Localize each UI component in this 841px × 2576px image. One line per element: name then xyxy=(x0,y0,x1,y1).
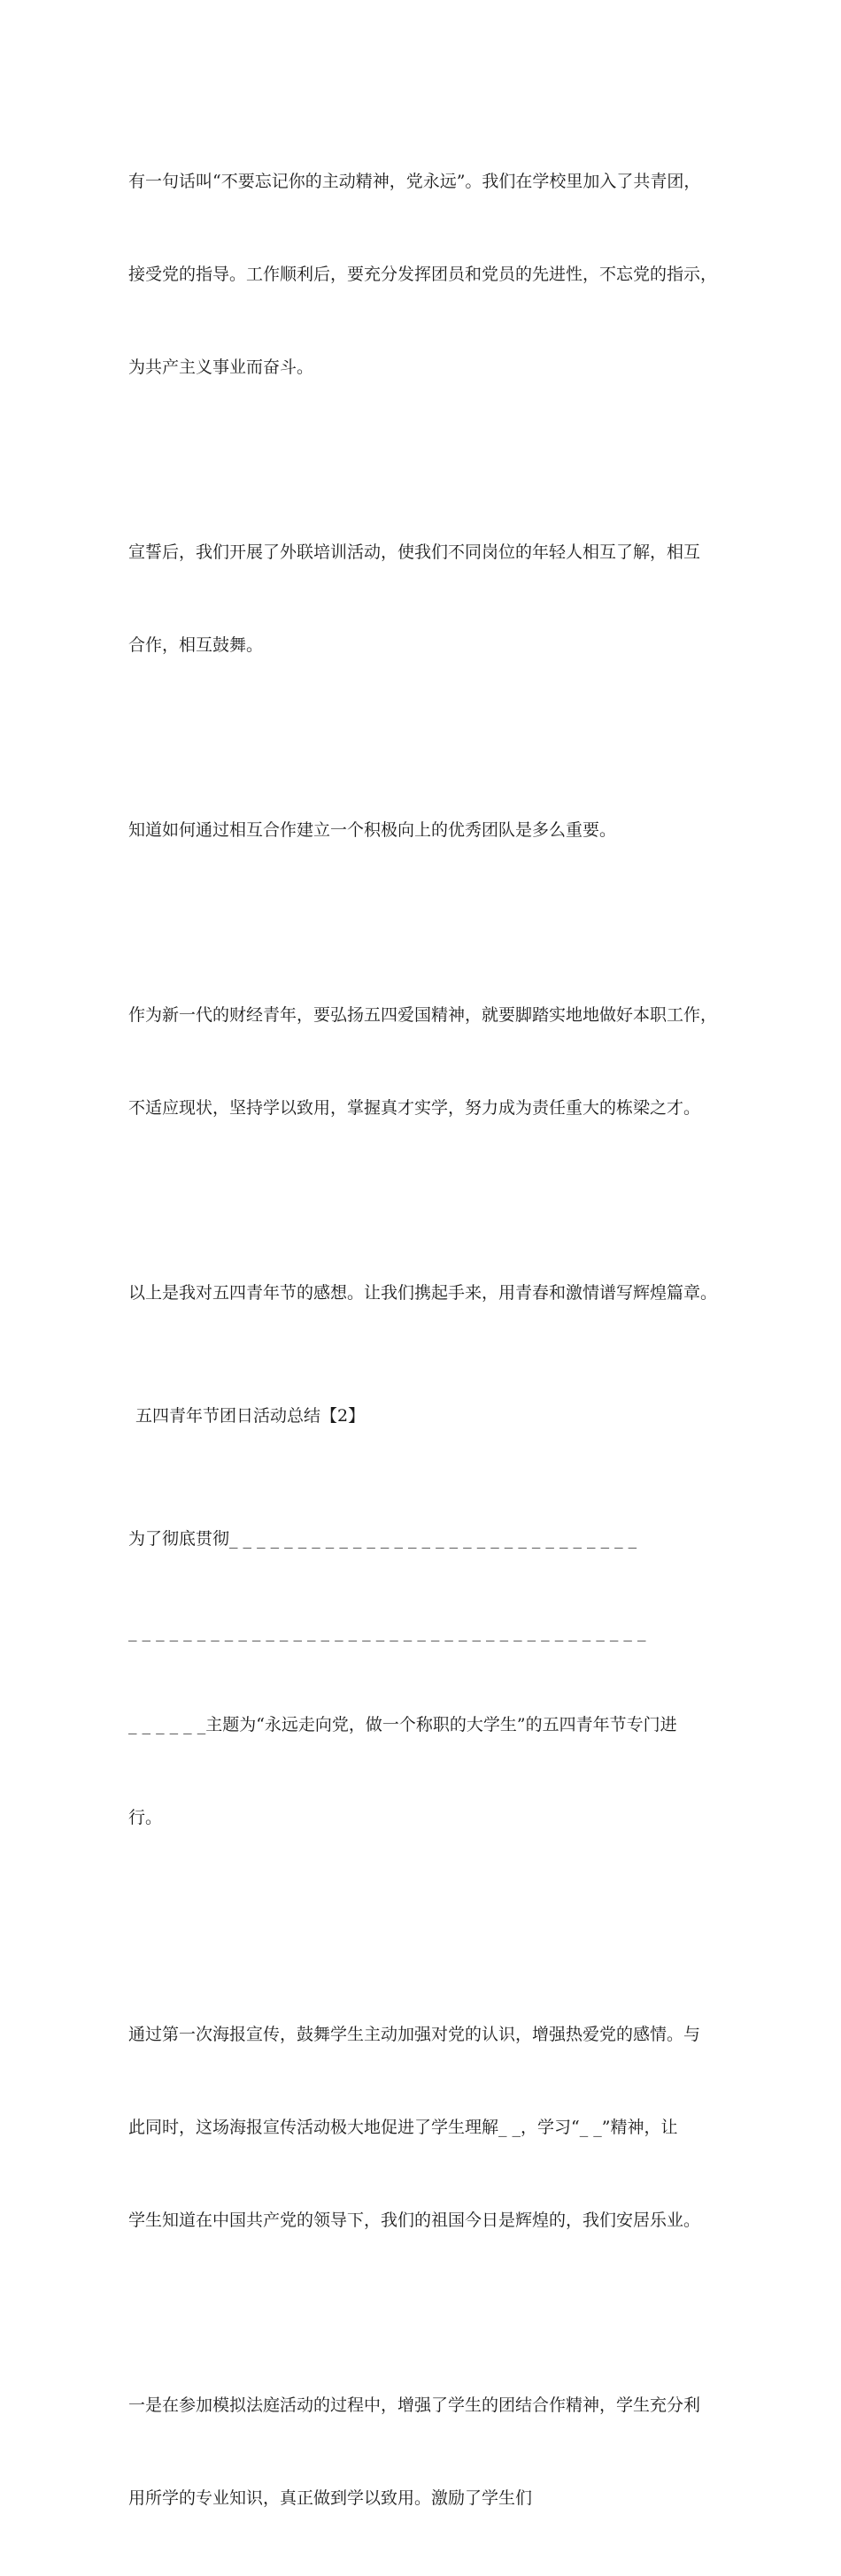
text-line: 作为新一代的财经青年，要弘扬五四爱国精神，就要脚踏实地地做好本职工作， xyxy=(128,1005,718,1025)
paragraph-moot-court xyxy=(128,2328,717,2576)
section-heading: 五四青年节团日活动总结【2】 xyxy=(135,1406,366,1426)
paragraph-youth-duty xyxy=(128,938,717,1186)
text-line: 不适应现状，坚持学以致用，掌握真才实学，努力成为责任重大的栋梁之才。 xyxy=(128,1098,701,1118)
text-line: 宣誓后，我们开展了外联培训活动，使我们不同岗位的年轻人相互了解，相互 xyxy=(128,542,701,562)
text-line: 有一句话叫“不要忘记你的主动精神，党永远”。我们在学校里加入了共青团， xyxy=(128,172,701,191)
paragraph-party-spirit xyxy=(128,104,717,445)
text-line: _ _ _ _ _ _主题为“永远走向党，做一个称职的大学生”的五四青年节专门进 xyxy=(128,1715,677,1734)
paragraph-poster-campaign xyxy=(128,1957,717,2298)
text-line: 一是在参加模拟法庭活动的过程中，增强了学生的团结合作精神，学生充分利 xyxy=(128,2395,701,2415)
paragraph-conclusion xyxy=(128,1216,717,1371)
text-line: 以上是我对五四青年节的感想。让我们携起手来，用青春和激情谱写辉煌篇章。 xyxy=(128,1283,718,1303)
text-line: 学生知道在中国共产党的领导下，我们的祖国今日是辉煌的，我们安居乐业。 xyxy=(128,2211,701,2230)
paragraph-theme xyxy=(128,1462,717,1895)
text-line: _ _ _ _ _ _ _ _ _ _ _ _ _ _ _ _ _ _ _ _ _ _ _ _ _ _ _ _ _ _ _ _ _ _ _ _ _ _ xyxy=(128,1622,646,1642)
text-line: 合作，相互鼓舞。 xyxy=(128,635,264,655)
text-line: 接受党的指导。工作顺利后，要充分发挥团员和党员的先进性，不忘党的指示， xyxy=(128,265,718,284)
text-line: 行。 xyxy=(128,1808,163,1827)
text-line: 知道如何通过相互合作建立一个积极向上的优秀团队是多么重要。 xyxy=(128,820,617,840)
paragraph-training xyxy=(128,475,717,723)
text-line: 此同时，这场海报宣传活动极大地促进了学生理解_ _，学习“_ _”精神，让 xyxy=(128,2118,678,2137)
document-body xyxy=(128,104,717,2576)
text-line: 用所学的专业知识，真正做到学以致用。激励了学生们 xyxy=(128,2488,533,2508)
text-line: 为了彻底贯彻_ _ _ _ _ _ _ _ _ _ _ _ _ _ _ _ _ _ _ _ _ _ _ _ _ _ _ _ _ _ xyxy=(128,1529,637,1549)
text-line: 为共产主义事业而奋斗。 xyxy=(128,358,314,377)
text-line: 通过第一次海报宣传，鼓舞学生主动加强对党的认识，增强热爱党的感情。与 xyxy=(128,2025,701,2044)
paragraph-teamwork xyxy=(128,753,717,908)
